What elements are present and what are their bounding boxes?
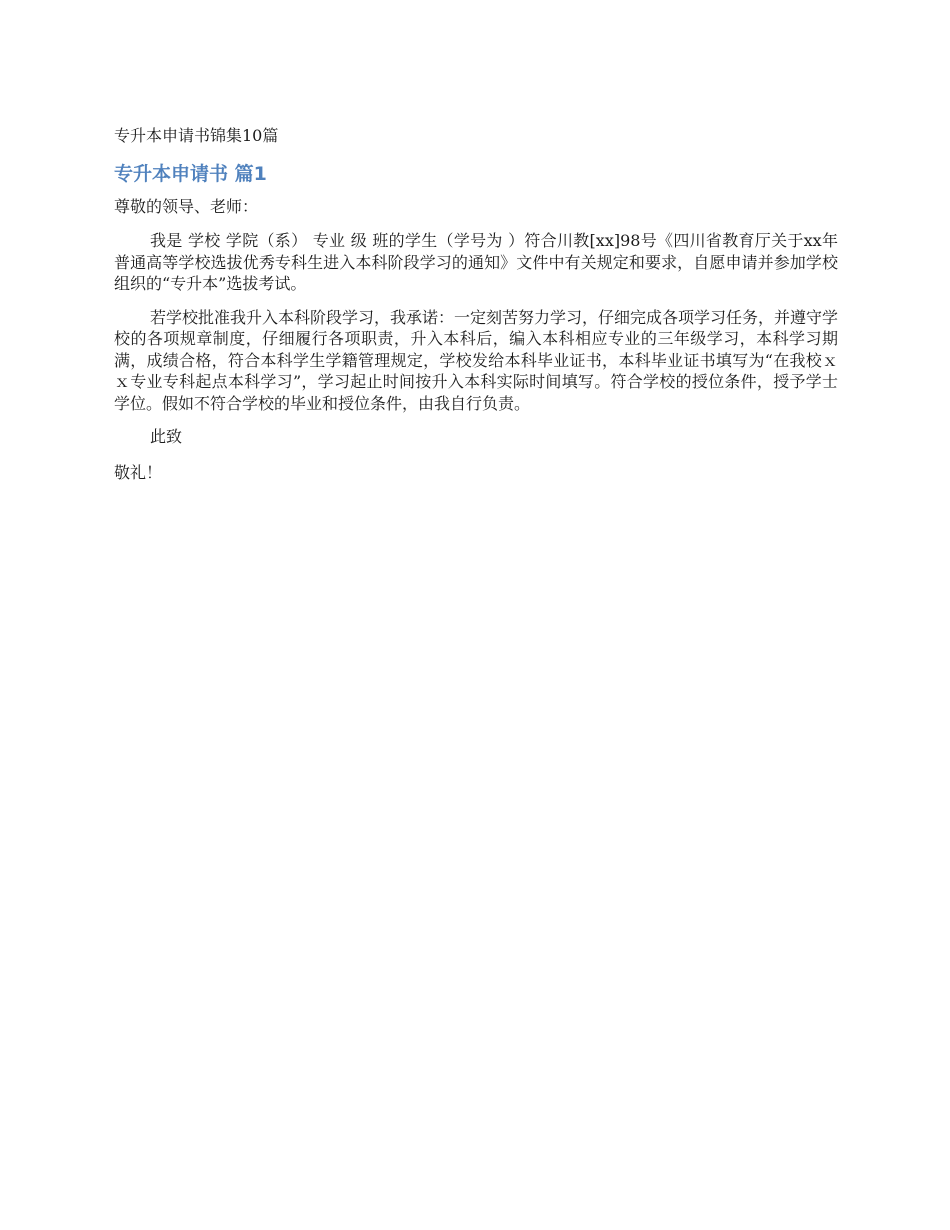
salutation: 尊敬的领导、老师： <box>114 197 259 216</box>
closing-line-2: 敬礼！ <box>114 463 163 482</box>
document-title: 专升本申请书锦集10篇 <box>114 126 279 145</box>
closing-line-1: 此致 <box>150 427 183 446</box>
body-paragraph-2: 若学校批准我升入本科阶段学习，我承诺：一定刻苦努力学习，仔细完成各项学习任务，并遵守学校的各项规章制度，仔细履行各项职责，升入本科后，编入本科相应专业的三年级学习，本科学习期满，成绩合格，符合本科学生学籍管理规定，学校发给本科毕业证书，本科毕业证书填写为“在我校ｘｘ专业专科起点本科学习”，学习起止时间按升入本科实际时间填写。符合学校的授位条件，授予学士学位。假如不符合学校的毕业和授位条件，由我自行负责。 <box>114 307 839 413</box>
body-paragraph-1: 我是 学校 学院（系） 专业 级 班的学生（学号为 ）符合川教[xx]98号《四川省教育厅关于xx年普通高等学校选拔优秀专科生进入本科阶段学习的通知》文件中有关规定和要求，自愿申请并参加学校组织的“专升本”选拔考试。 <box>114 231 838 293</box>
document-body <box>114 124 838 484</box>
section-heading: 专升本申请书 篇1 <box>114 163 267 185</box>
